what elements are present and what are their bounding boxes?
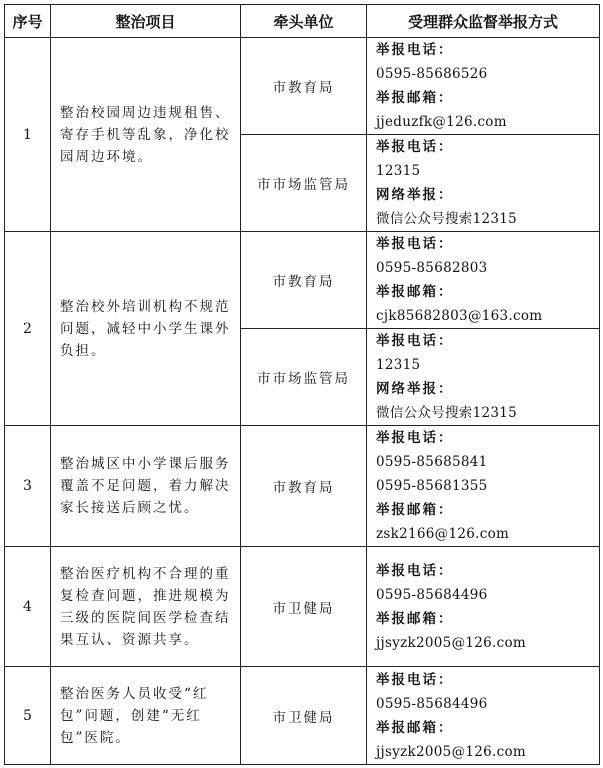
row-contact: [367, 426, 600, 547]
online-report: 微信公众号搜索12315: [376, 405, 518, 421]
row-contact: [367, 135, 600, 232]
row-contact: [367, 547, 600, 667]
header-item: 整治项目: [51, 5, 241, 38]
row-item: 整治医务人员收受“红包”问题，创建“无红包”医院。: [51, 667, 241, 765]
row-unit: 市卫健局: [241, 547, 367, 667]
contact-label: 举报电话：: [376, 42, 454, 58]
contact-label: 举报邮箱：: [376, 719, 454, 736]
row-seq: 5: [5, 667, 51, 765]
row-contact: [367, 38, 600, 135]
email-address: zsk2166@126.com: [376, 526, 510, 542]
phone-number: 0595-85685841: [376, 454, 488, 470]
phone-number: 0595-85681355: [376, 478, 488, 494]
row-seq: 2: [5, 232, 51, 426]
row-item: 整治医疗机构不合理的重复检查问题，推进规模为三级的医院间医学检查结果互认、资源共享。: [51, 547, 241, 667]
row-item: 整治校外培训机构不规范问题，减轻中小学生课外负担。: [51, 232, 241, 426]
row-item: 整治校园周边违规租售、寄存手机等乱象，净化校园周边环境。: [51, 38, 241, 232]
phone-number: 0595-85686526: [376, 66, 488, 82]
contact-label: 网络举报：: [376, 187, 454, 203]
contact-label: 举报电话：: [376, 562, 454, 579]
row-contact: [367, 232, 600, 329]
contact-label: 举报邮箱：: [376, 284, 454, 300]
table-row: [5, 547, 600, 667]
header-unit: 牵头单位: [241, 5, 367, 38]
row-unit: 市市场监管局: [241, 329, 367, 426]
email-address: jjsyzk2005@126.com: [376, 743, 527, 760]
supervision-table: [4, 4, 600, 765]
contact-label: 举报电话：: [376, 671, 454, 688]
row-unit: 市教育局: [241, 426, 367, 547]
phone-number: 0595-85682803: [376, 260, 488, 276]
contact-label: 举报电话：: [376, 139, 454, 155]
contact-label: 举报电话：: [376, 333, 454, 349]
email-address: jjsyzk2005@126.com: [376, 634, 527, 651]
table-row: [5, 232, 600, 329]
contact-label: 举报邮箱：: [376, 502, 454, 518]
row-contact: [367, 667, 600, 765]
table-row: [5, 38, 600, 135]
phone-number: 12315: [376, 357, 421, 373]
email-address: cjk85682803@163.com: [376, 308, 543, 324]
email-address: jjeduzfk@126.com: [376, 114, 507, 130]
contact-label: 举报电话：: [376, 236, 454, 252]
header-contact: 受理群众监督举报方式: [367, 5, 600, 38]
online-report: 微信公众号搜索12315: [376, 211, 518, 227]
row-seq: 1: [5, 38, 51, 232]
phone-number: 0595-85684496: [376, 586, 488, 603]
table-row: [5, 667, 600, 765]
row-unit: 市市场监管局: [241, 135, 367, 232]
header-seq: 序号: [5, 5, 51, 38]
row-unit: 市教育局: [241, 232, 367, 329]
table-row: [5, 426, 600, 547]
phone-number: 0595-85684496: [376, 695, 488, 712]
contact-label: 举报邮箱：: [376, 90, 454, 106]
row-item: 整治城区中小学课后服务覆盖不足问题，着力解决家长接送后顾之忧。: [51, 426, 241, 547]
row-unit: 市卫健局: [241, 667, 367, 765]
row-contact: [367, 329, 600, 426]
row-unit: 市教育局: [241, 38, 367, 135]
contact-label: 网络举报：: [376, 381, 454, 397]
phone-number: 12315: [376, 163, 421, 179]
row-seq: 4: [5, 547, 51, 667]
contact-label: 举报电话：: [376, 430, 454, 446]
header-row: [5, 5, 600, 38]
row-seq: 3: [5, 426, 51, 547]
contact-label: 举报邮箱：: [376, 610, 454, 627]
